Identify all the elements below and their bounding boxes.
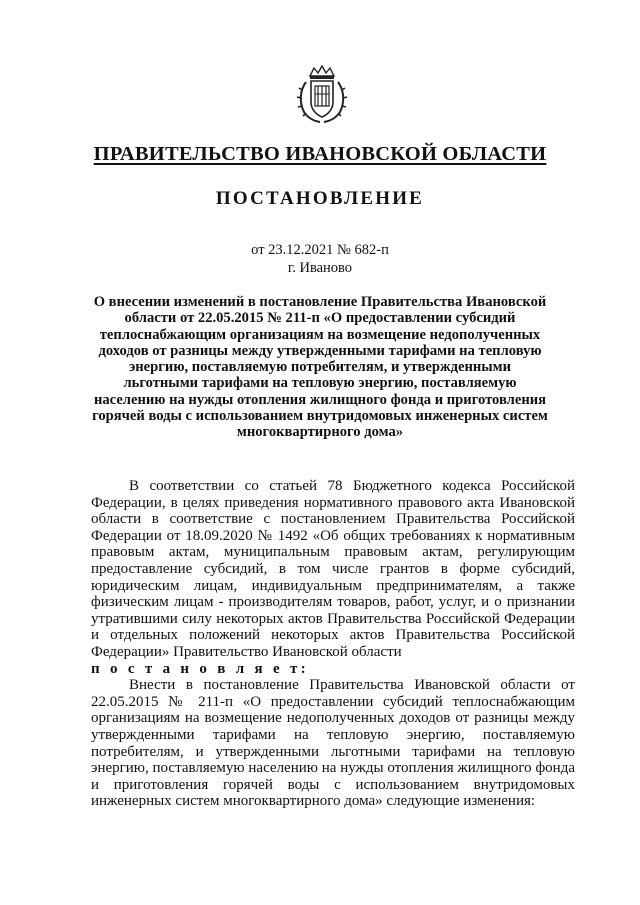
city: г. Иваново bbox=[287, 260, 353, 276]
paragraph-1-text: В соответствии со статьей 78 Бюджетного кодекса Российской Федерации, в целях приведения нормативного правового акта Ивановской области в соответствие с постановлением Правительства Российской Федерации от 18.09.2020 № 1492 «Об общих требованиях к нормативным правовым актам, муниципальным правовым актам, регулирующим предоставление субсидий, в том числе грантов в форме субсидий, юридическим лицам, индивидуальным предпринимателям, а также физическим лицам - производителям товаров, работ, услуг, и о признании утратившими силу некоторых актов Правительства Российской Федерации и отдельных положений некоторых актов Правительства Российской Федерации» Правительство Ивановской области bbox=[91, 478, 575, 660]
subject-reference: 22.05.2015 № 211-п bbox=[197, 310, 320, 327]
date-number: от 23.12.2021 № 682-п bbox=[251, 242, 389, 258]
subject-part-1: О внесении изменений в постановление Правительства Ивановской области от bbox=[93, 294, 547, 327]
coat-of-arms-icon bbox=[296, 64, 348, 124]
document-body bbox=[91, 478, 575, 810]
resolves-word: п о с т а н о в л я е т: bbox=[91, 660, 309, 677]
document-type: ПОСТАНОВЛЕНИЕ bbox=[215, 188, 425, 209]
subject-part-2: «О предоставлении субсидий теплоснабжающим организациям на возмещение недополученных доходов от разницы между утвержденными тарифами на тепловую энергию, поставляемую потребителям, и утвержденными льготными тарифами на тепловую энергию, поставляемую населению на нужды отопления жилищного фонда и приготовления горячей воды с использованием внутридомовых инженерных систем многоквартирного дома» bbox=[92, 310, 548, 441]
body-paragraph-2: Внести в постановление Правительства Ивановской области от 22.05.2015 № 211-п «О предоставлении субсидий теплоснабжающим организациям на возмещение недополученных доходов от разницы между утвержденными тарифами на тепловую энергию, поставляемую потребителям, и утвержденными льготными тарифами на тепловую энергию, поставляемую населению на нужды отопления жилищного фонда и приготовления горячей воды с использованием внутридомовых инженерных систем многоквартирного дома» следующие изменения: bbox=[91, 677, 575, 810]
body-paragraph-1 bbox=[91, 478, 575, 677]
organization-title: ПРАВИТЕЛЬСТВО ИВАНОВСКОЙ ОБЛАСТИ bbox=[93, 143, 547, 165]
document-subject bbox=[90, 294, 550, 441]
